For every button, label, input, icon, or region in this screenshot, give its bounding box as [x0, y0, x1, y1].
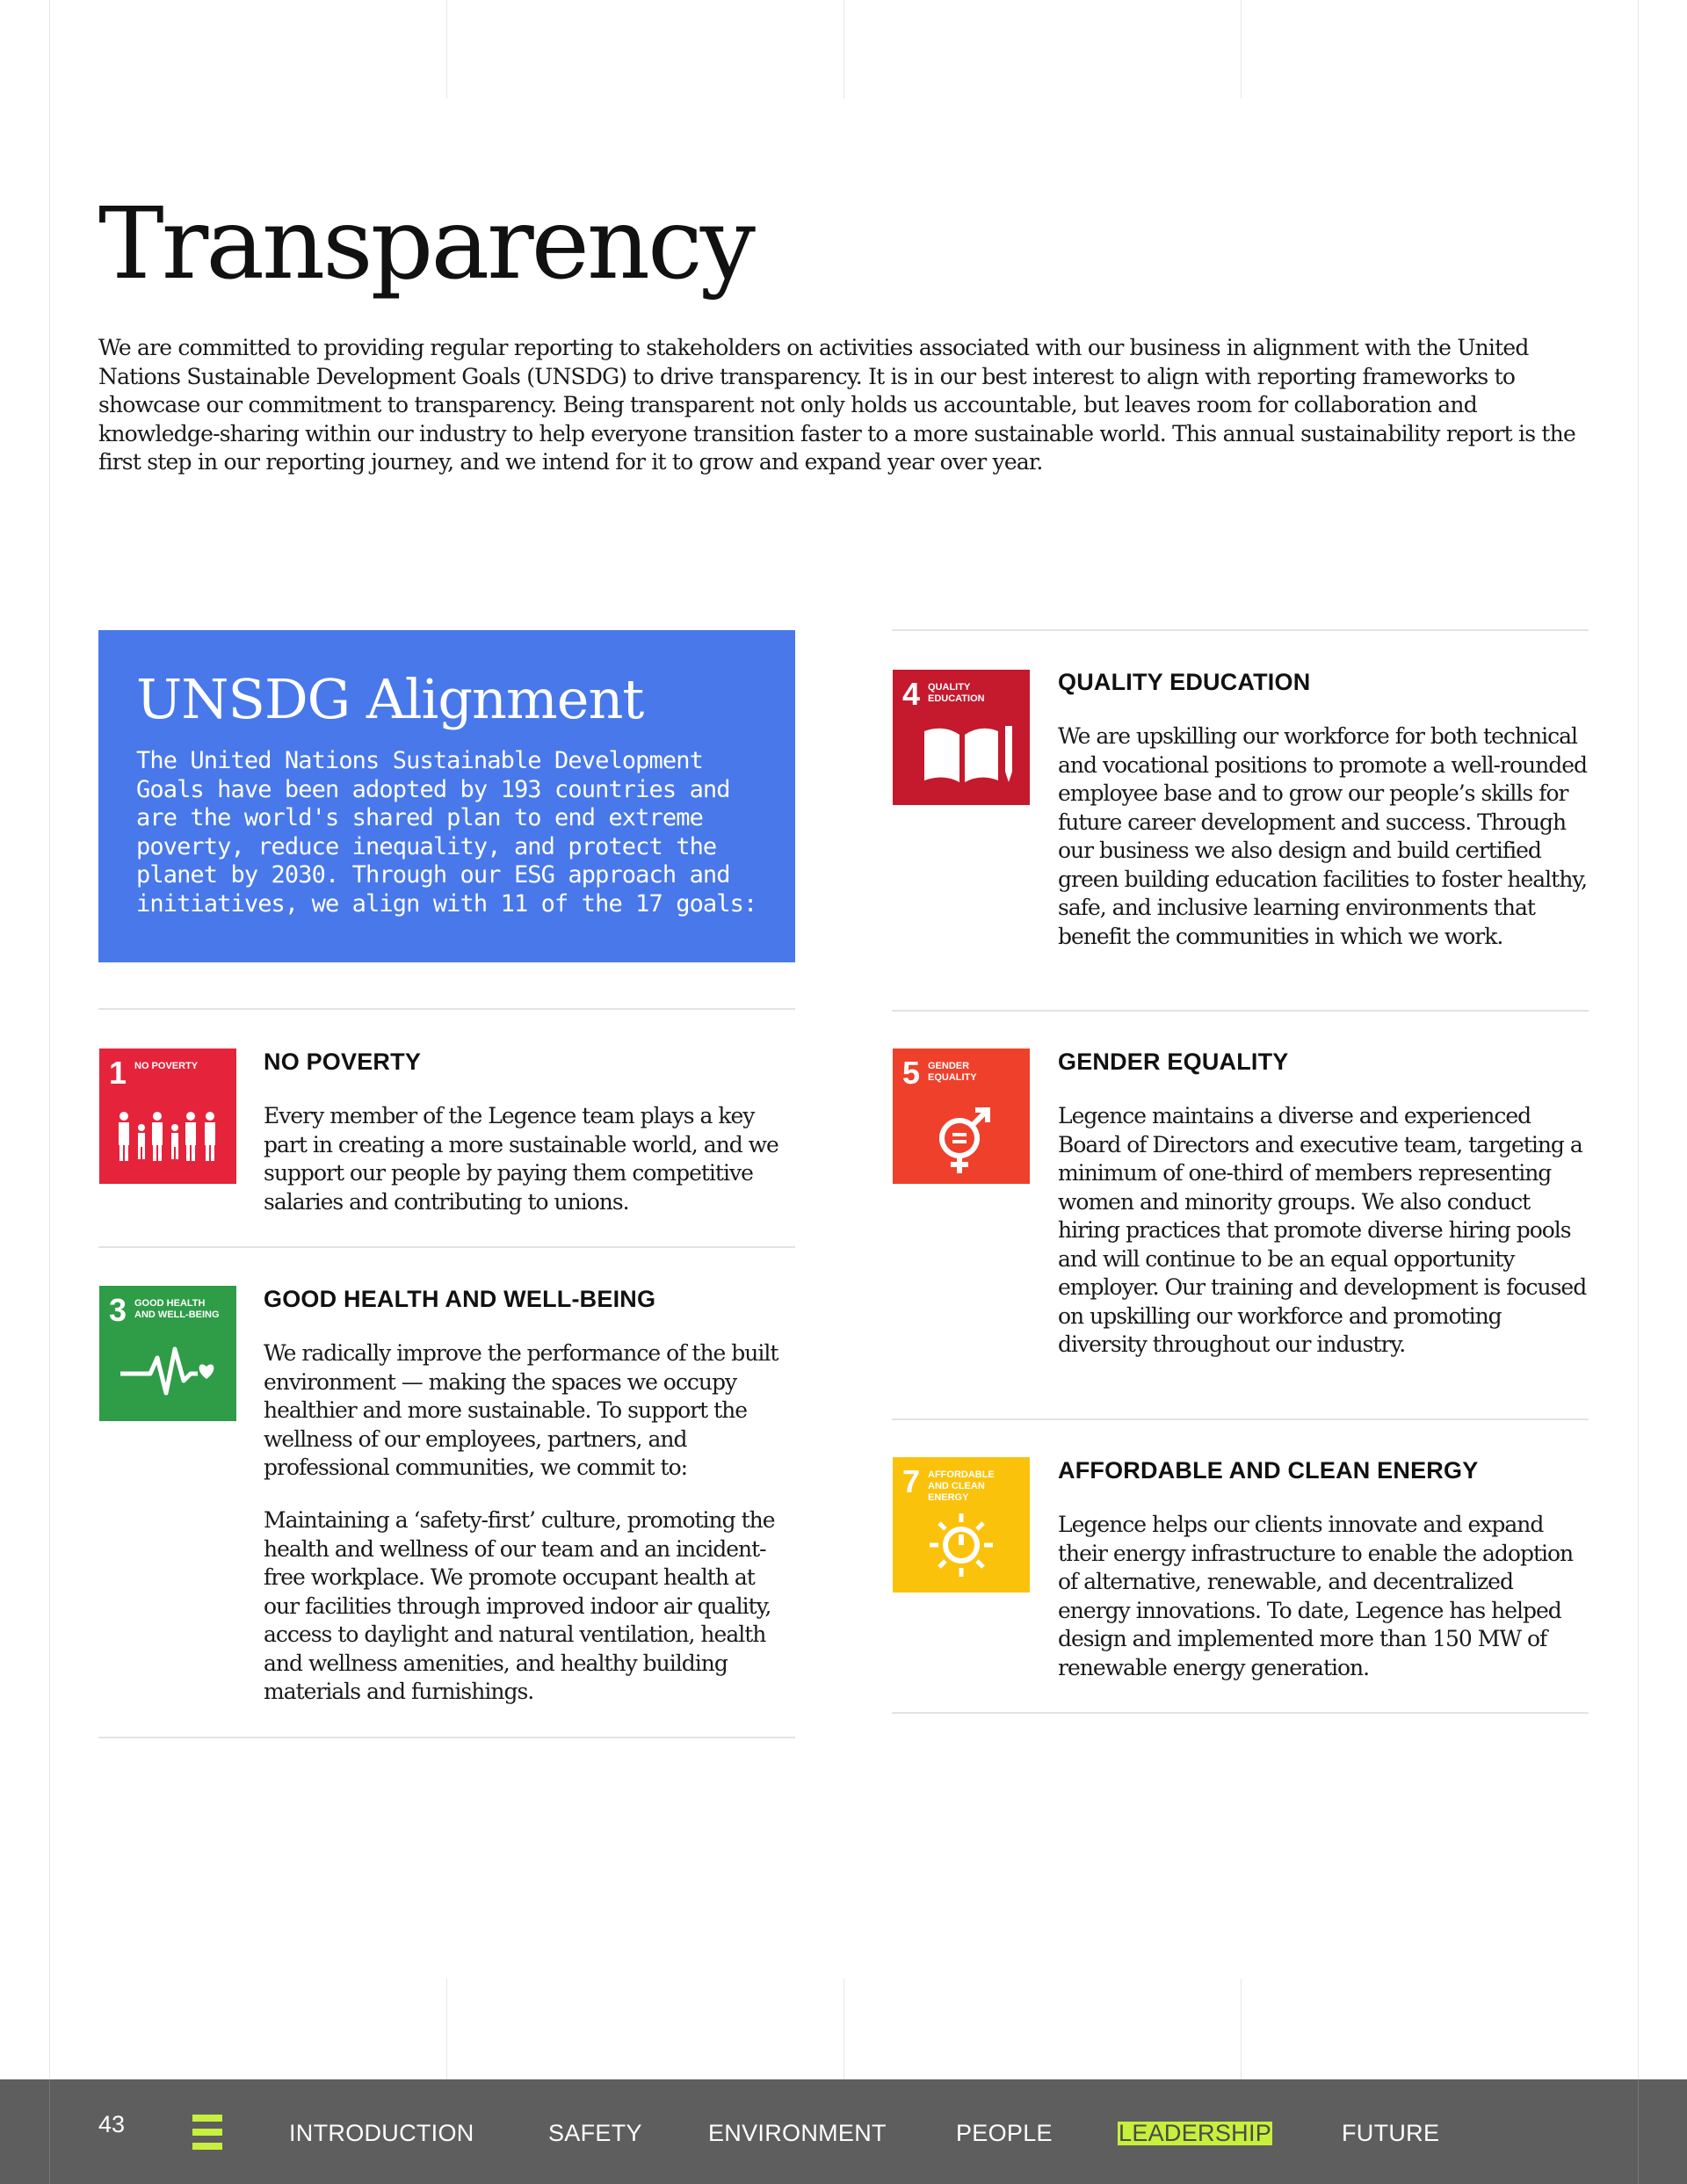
divider — [892, 1712, 1589, 1714]
divider — [892, 629, 1589, 631]
nav-environment[interactable]: ENVIRONMENT — [708, 2120, 887, 2146]
sdg-number: 4 — [902, 676, 921, 712]
sdg-number: 3 — [109, 1292, 127, 1328]
sdg-label: GOOD HEALTH AND WELL-BEING — [134, 1298, 220, 1320]
nav-safety[interactable]: SAFETY — [548, 2120, 642, 2146]
page-title: Transparency — [98, 187, 754, 301]
sdg-5-tile — [893, 1048, 1030, 1184]
sdg-label: NO POVERTY — [134, 1061, 199, 1071]
goal-heading-gender-equality: GENDER EQUALITY — [1058, 1048, 1289, 1075]
goal-text-good-health: We radically improve the performance of the built environment — making the spaces we occupy healthier and more sustainable. To support the wellness of our employees, partners, and professional communities, we commit to: — [264, 1340, 778, 1480]
sdg-3-tile — [99, 1286, 236, 1421]
unsdg-title: UNSDG Alignment — [136, 667, 644, 731]
goal-heading-good-health: GOOD HEALTH AND WELL-BEING — [264, 1286, 656, 1312]
footer-nav-bar — [0, 2079, 1687, 2184]
frame-line-left — [49, 2079, 50, 2184]
sdg-label: GENDER EQUALITY — [928, 1061, 977, 1083]
goal-text-good-health-2: Maintaining a ‘safety-first’ culture, promoting the health and wellness of our team and an incident-free workplace. We promote occupant health at our facilities through improved indoor air quality, access to daylight and natural ventilation, health and wellness amenities, and healthy building materials and furnishings. — [264, 1507, 775, 1704]
goal-text-quality-education: We are upskilling our workforce for both technical and vocational positions to promote a well-rounded employee base and to grow our people’s skills for future career development and success. Through our business we also design and build certified green building education facilities to foster healthy, safe, and inclusive learning environments that benefit the communities in which we work. — [1058, 723, 1588, 949]
sdg-1-tile — [99, 1048, 236, 1184]
goal-heading-quality-education: QUALITY EDUCATION — [1058, 669, 1311, 695]
goal-text-gender-equality: Legence maintains a diverse and experienced Board of Directors and executive team, targeting a minimum of one-third of members representing women and minority groups. We also conduct hiring practices that promote diverse hiring pools and will continue to be an equal opportunity employer. Our training and development is focused on upskilling our workforce and promoting diversity throughout our industry. — [1058, 1103, 1587, 1357]
intro-paragraph: We are committed to providing regular reporting to stakeholders on activities associated with our business in alignment with the United Nations Sustainable Development Goals (UNSDG) to drive transparency. It is in our best interest to align with reporting frameworks to showcase our commitment to transparency. Being transparent not only holds us accountable, but leaves room for collaboration and knowledge-sharing within our industry to help everyone transition faster to a more sustainable world. This annual sustainability report is the first step in our reporting journey, and we intend for it to grow and expand year over year. — [98, 335, 1575, 475]
goal-heading-clean-energy: AFFORDABLE AND CLEAN ENERGY — [1058, 1457, 1479, 1484]
sdg-number: 5 — [902, 1055, 921, 1091]
divider — [892, 1419, 1589, 1420]
divider — [892, 1010, 1589, 1012]
unsdg-body: The United Nations Sustainable Development Goals have been adopted by 193 countries and are the world's shared plan to end extreme poverty, reduce inequality, and protect the planet by 2030. Through our ESG approach and initiatives, we align with 11 of the 17 goals: — [136, 747, 757, 918]
nav-future[interactable]: FUTURE — [1342, 2120, 1440, 2146]
sdg-label: QUALITY EDUCATION — [928, 682, 985, 704]
sdg-number: 7 — [902, 1463, 921, 1499]
grid-line — [446, 1979, 447, 2079]
nav-people[interactable]: PEOPLE — [956, 2120, 1053, 2146]
sdg-4-tile — [893, 670, 1030, 805]
frame-line-right — [1638, 2079, 1639, 2184]
divider — [98, 1246, 795, 1248]
frame-line-right — [1638, 0, 1639, 2079]
grid-line — [1241, 0, 1242, 98]
nav-leadership[interactable]: LEADERSHIP — [1119, 2120, 1272, 2146]
frame-line-left — [49, 0, 50, 2079]
grid-line — [1241, 1979, 1242, 2079]
divider — [98, 1737, 795, 1738]
unsdg-callout — [98, 630, 795, 962]
sdg-label: AFFORDABLE AND CLEAN ENERGY — [928, 1469, 995, 1503]
sdg-number: 1 — [109, 1055, 127, 1091]
grid-line — [446, 0, 447, 98]
goal-text-no-poverty: Every member of the Legence team plays a key part in creating a more sustainable world, and we support our people by paying them competitive salaries and contributing to unions. — [264, 1103, 778, 1215]
goal-heading-no-poverty: NO POVERTY — [264, 1048, 422, 1075]
goal-text-clean-energy: Legence helps our clients innovate and expand their energy infrastructure to enable the adoption of alternative, renewable, and decentralized energy innovations. To date, Legence has helped design and implemented more than 150 MW of renewable energy generation. — [1058, 1512, 1574, 1680]
nav-introduction[interactable]: INTRODUCTION — [289, 2120, 474, 2146]
sdg-7-tile — [893, 1457, 1030, 1593]
menu-icon[interactable] — [192, 2115, 222, 2150]
divider — [98, 1008, 795, 1010]
page-number: 43 — [98, 2111, 126, 2137]
